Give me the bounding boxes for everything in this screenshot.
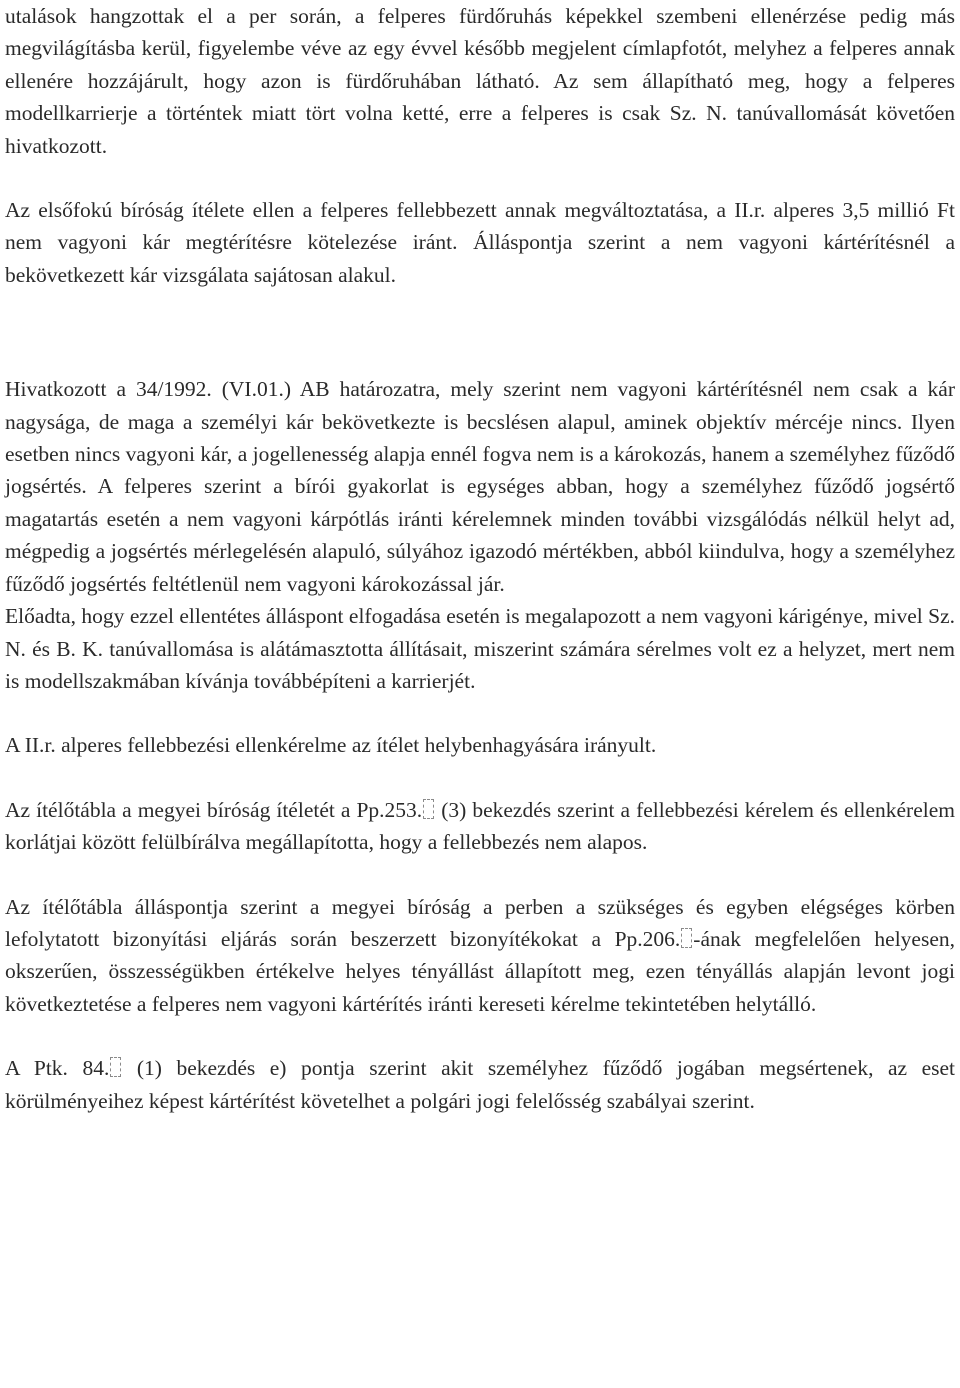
paragraph-8 — [5, 1052, 955, 1117]
paragraph-4-text: Előadta, hogy ezzel ellentétes álláspont elfogadása esetén is megalapozott a nem vagyoni kárigénye, mivel Sz. N. és B. K. tanúvallomása is alátámasztotta állításait, miszerint számára sérelmes volt ez a helyzet, mert nem is modellszakmában kívánja továbbépíteni a karrierjét. — [5, 604, 955, 693]
paragraph-1-text: utalások hangzottak el a per során, a felperes fürdőruhás képekkel szembeni ellenérzése pedig más megvilágításba kerül, figyelembe véve az egy évvel később megjelent címlapfotót, melyhez a felperes annak ellenére hozzájárult, hogy azon is fürdőruhában látható. Az sem állapítható meg, hogy a felperes modellkarrierje a történtek miatt tört volna ketté, erre a felperes is csak Sz. N. tanúvallomását követően hivatkozott. — [5, 4, 955, 158]
paragraph-6-text-b: (3) bekezdés szerint a fellebbezési kérelem és ellenkérelem korlátjai között felülbírálva megállapította, hogy a fellebbezés nem alapos. — [5, 797, 956, 855]
paragraph-8-text-a: A Ptk. 84. — [5, 1056, 110, 1081]
paragraph-2 — [5, 194, 955, 291]
document-page — [5, 0, 955, 1117]
paragraph-spacer — [5, 1020, 955, 1052]
paragraph-spacer — [5, 162, 955, 194]
paragraph-6-text-a: Az ítélőtábla a megyei bíróság ítéletét a Pp.253. — [5, 797, 423, 822]
paragraph-3-text: Hivatkozott a 34/1992. (VI.01.) AB határozatra, mely szerint nem vagyoni kártérítésnél nem csak a kár nagysága, de maga a személyi kár bekövetkezte is becslésen alapul, aminek objektív mércéje nincs. Ilyen esetben nincs vagyoni kár, a jogellenesség alapja ennél fogva nem is a károkozás, hanem a személyhez fűződő jogsértés. A felperes szerint a bírói gyakorlat is egységes abban, hogy a személyhez fűződő jogsértő magatartás esetén a nem vagyoni kárpótlás iránti kérelemnek minden további vizsgálódás nélkül helyt ad, mégpedig a jogsértés mérlegelésén alapuló, súlyához igazodó mértékben, abból kiindulva, hogy a személyhez fűződő jogsértés feltétlenül nem vagyoni károkozással jár. — [5, 377, 955, 596]
paragraph-4 — [5, 600, 955, 697]
paragraph-7-text-b: -ának megfelelően helyesen, okszerűen, összességükben értékelve helyes tényállást állapított meg, ezen tényállás alapján levont jogi következtetése a felperes nem vagyoni kártérítés iránti kereseti kérelme tekintetében helytálló. — [5, 926, 956, 1016]
section-sign-icon — [110, 1057, 121, 1077]
paragraph-2-text: Az elsőfokú bíróság ítélete ellen a felperes fellebbezett annak megváltoztatása, a II.r. alperes 3,5 millió Ft nem vagyoni kár megtérítésre kötelezése iránt. Álláspontja szerint a nem vagyoni kártérítésnél a bekövetkezett kár vizsgálata sajátosan alakul. — [5, 198, 955, 287]
paragraph-5 — [5, 729, 955, 761]
paragraph-spacer — [5, 762, 955, 794]
section-sign-icon — [423, 799, 434, 819]
paragraph-6 — [5, 794, 955, 859]
paragraph-spacer — [5, 697, 955, 729]
section-sign-icon — [681, 928, 692, 948]
paragraph-8-text-b: (1) bekezdés e) pontja szerint akit személyhez fűződő jogában megsértenek, az eset körülményeihez képest kártérítést követelhet a polgári jogi felelősség szabályai szerint. — [5, 1056, 955, 1113]
paragraph-3 — [5, 373, 955, 600]
paragraph-1 — [5, 0, 955, 162]
paragraph-7-text-a: Az ítélőtábla álláspontja szerint a megyei bíróság a perben a szükséges és egyben elégséges körben lefolytatott bizonyítási eljárás során beszerzett bizonyítékokat a Pp.206. — [5, 894, 955, 951]
paragraph-spacer — [5, 859, 955, 891]
paragraph-7 — [5, 891, 955, 1021]
paragraph-spacer — [5, 291, 955, 373]
paragraph-5-text: A II.r. alperes fellebbezési ellenkérelme az ítélet helybenhagyására irányult. — [5, 733, 657, 758]
